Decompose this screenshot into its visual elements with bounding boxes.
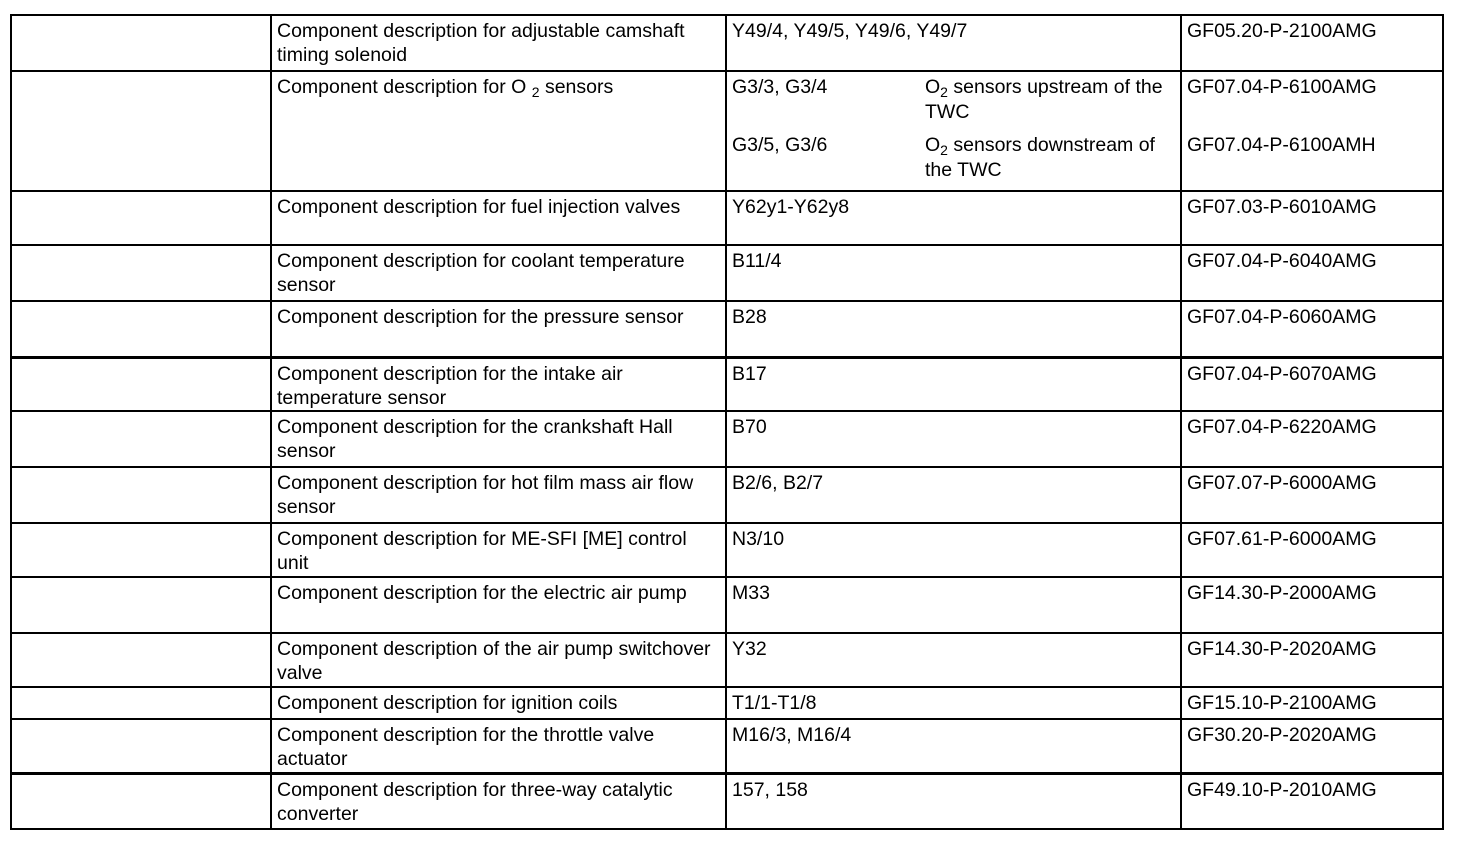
component-reference-table-container bbox=[10, 14, 1442, 830]
document-reference: GF07.07-P-6000AMG bbox=[1181, 467, 1443, 523]
document-reference: GF30.20-P-2020AMG bbox=[1181, 719, 1443, 773]
component-description: Component description for the electric air pump bbox=[271, 577, 726, 633]
blank-cell bbox=[11, 301, 271, 357]
document-reference: GF07.04-P-6040AMG bbox=[1181, 245, 1443, 301]
note-text: sensors upstream of the TWC bbox=[925, 76, 1163, 123]
component-code: G3/3, G3/4 bbox=[732, 76, 828, 98]
component-description: Component description for the throttle valve actuator bbox=[271, 719, 726, 773]
component-description: Component description for ME-SFI [ME] control unit bbox=[271, 523, 726, 577]
component-description: Component description for the pressure sensor bbox=[271, 301, 726, 357]
component-description: Component description for adjustable camshaft timing solenoid bbox=[271, 15, 726, 71]
blank-cell bbox=[11, 523, 271, 577]
component-description: Component description for coolant temperature sensor bbox=[271, 245, 726, 301]
document-reference: GF15.10-P-2100AMG bbox=[1181, 687, 1443, 719]
component-description bbox=[271, 71, 726, 191]
component-code: B2/6, B2/7 bbox=[726, 467, 1181, 523]
document-reference: GF07.04-P-6070AMG bbox=[1181, 357, 1443, 411]
component-code: Y62y1-Y62y8 bbox=[726, 191, 1181, 245]
blank-cell bbox=[11, 719, 271, 773]
blank-cell bbox=[11, 467, 271, 523]
note-text: sensors downstream of the TWC bbox=[925, 134, 1155, 181]
component-code: G3/5, G3/6 bbox=[732, 134, 828, 156]
table-row bbox=[11, 577, 1443, 633]
blank-cell bbox=[11, 245, 271, 301]
blank-cell bbox=[11, 357, 271, 411]
table-row bbox=[11, 15, 1443, 71]
component-description: Component description for fuel injection valves bbox=[271, 191, 726, 245]
component-code: M16/3, M16/4 bbox=[726, 719, 1181, 773]
table-row bbox=[11, 633, 1443, 687]
table-row bbox=[11, 301, 1443, 357]
document-reference: GF07.04-P-6100AMG bbox=[1187, 76, 1377, 98]
component-code: T1/1-T1/8 bbox=[726, 687, 1181, 719]
sensor-note bbox=[913, 130, 1180, 182]
component-reference-table bbox=[10, 14, 1444, 830]
sensor-subrow bbox=[727, 72, 1180, 130]
component-description: Component description for the intake air temperature sensor bbox=[271, 357, 726, 411]
sensor-subrow bbox=[727, 130, 1180, 182]
component-code-group bbox=[726, 71, 1181, 191]
document-reference: GF49.10-P-2010AMG bbox=[1181, 773, 1443, 829]
component-code: M33 bbox=[726, 577, 1181, 633]
subscript: 2 bbox=[531, 84, 540, 100]
component-code: B28 bbox=[726, 301, 1181, 357]
document-reference: GF14.30-P-2020AMG bbox=[1181, 633, 1443, 687]
table-row bbox=[11, 71, 1443, 191]
document-reference: GF14.30-P-2000AMG bbox=[1181, 577, 1443, 633]
blank-cell bbox=[11, 577, 271, 633]
note-text: O bbox=[925, 134, 941, 156]
table-row bbox=[11, 719, 1443, 773]
table-row bbox=[11, 411, 1443, 467]
blank-cell bbox=[11, 633, 271, 687]
document-reference-group bbox=[1181, 71, 1443, 191]
subscript: 2 bbox=[940, 84, 948, 100]
blank-cell bbox=[11, 71, 271, 191]
component-code: N3/10 bbox=[726, 523, 1181, 577]
component-description: Component description for three-way catalytic converter bbox=[271, 773, 726, 829]
table-row bbox=[11, 687, 1443, 719]
component-description: Component description for hot film mass air flow sensor bbox=[271, 467, 726, 523]
subscript: 2 bbox=[940, 142, 948, 158]
sensor-note bbox=[913, 72, 1180, 130]
document-reference: GF07.61-P-6000AMG bbox=[1181, 523, 1443, 577]
blank-cell bbox=[11, 191, 271, 245]
table-row bbox=[11, 191, 1443, 245]
blank-cell bbox=[11, 15, 271, 71]
table-row bbox=[11, 773, 1443, 829]
document-reference: GF05.20-P-2100AMG bbox=[1181, 15, 1443, 71]
component-code: B11/4 bbox=[726, 245, 1181, 301]
component-code: B70 bbox=[726, 411, 1181, 467]
component-code: Y49/4, Y49/5, Y49/6, Y49/7 bbox=[726, 15, 1181, 71]
component-code: Y32 bbox=[726, 633, 1181, 687]
document-reference: GF07.04-P-6220AMG bbox=[1181, 411, 1443, 467]
component-code: 157, 158 bbox=[726, 773, 1181, 829]
table-row bbox=[11, 467, 1443, 523]
table-row bbox=[11, 523, 1443, 577]
blank-cell bbox=[11, 773, 271, 829]
blank-cell bbox=[11, 687, 271, 719]
sensor-subtable bbox=[727, 72, 1180, 182]
document-reference: GF07.04-P-6100AMH bbox=[1187, 134, 1376, 156]
component-code: B17 bbox=[726, 357, 1181, 411]
component-description: Component description for ignition coils bbox=[271, 687, 726, 719]
component-description: Component description for the crankshaft Hall sensor bbox=[271, 411, 726, 467]
document-reference: GF07.04-P-6060AMG bbox=[1181, 301, 1443, 357]
description-text: Component description for O bbox=[277, 76, 527, 98]
description-text: sensors bbox=[544, 76, 614, 98]
document-reference: GF07.03-P-6010AMG bbox=[1181, 191, 1443, 245]
table-row bbox=[11, 245, 1443, 301]
component-description: Component description of the air pump switchover valve bbox=[271, 633, 726, 687]
table-row bbox=[11, 357, 1443, 411]
note-text: O bbox=[925, 76, 941, 98]
blank-cell bbox=[11, 411, 271, 467]
